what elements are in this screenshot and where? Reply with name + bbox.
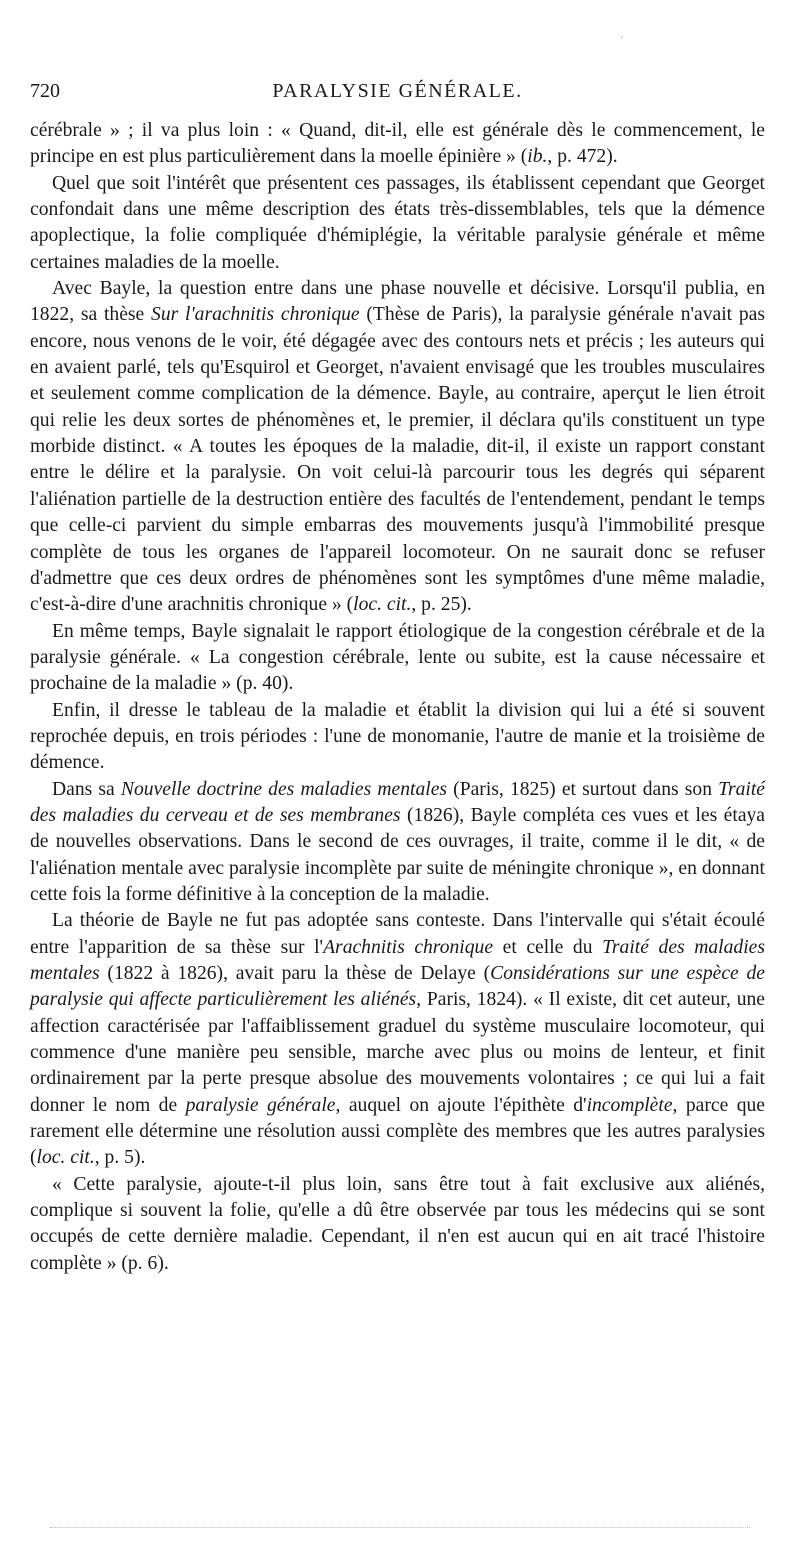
text-run: Enfin, il dresse le tableau de la maladie et établit la division qui lui a été si souvent reprochée depuis, en trois périodes : l'une de monomanie, l'autre de manie et la troisième de démence. (30, 699, 765, 774)
italic-text: loc. cit. (36, 1147, 95, 1169)
italic-text: paralysie générale (185, 1094, 336, 1116)
text-run: La théorie de Bayle ne fut pas adoptée sans conteste. Dans l'intervalle qui s'était écoulé entre l'apparition de sa thèse sur l' (30, 910, 765, 958)
paragraph-3 (30, 276, 765, 618)
paragraph-2 (30, 171, 765, 276)
text-run: , parce que rarement elle détermine une résolution aussi complète des membres que les autres paralysies ( (30, 1094, 765, 1169)
text-run: , p. 5). (94, 1147, 146, 1169)
page-header (30, 76, 765, 106)
paragraph-1 (30, 118, 765, 171)
italic-text: Traité des maladies du cerveau et de ses membranes (30, 778, 765, 826)
text-run: Dans sa (52, 778, 121, 800)
paragraph-5 (30, 698, 765, 777)
body-text (30, 118, 765, 1277)
paragraph-8 (30, 1172, 765, 1277)
text-run: , p. 25). (411, 594, 472, 616)
running-title: PARALYSIE GÉNÉRALE. (272, 80, 523, 102)
italic-text: incomplète (586, 1094, 673, 1116)
italic-text: Arachnitis chronique (323, 936, 494, 958)
paragraph-6 (30, 777, 765, 909)
italic-text: Nouvelle doctrine des maladies mentales (120, 778, 448, 800)
italic-text: ib. (527, 146, 548, 168)
text-run: , p. 472). (547, 146, 618, 168)
text-run: , auquel on ajoute l'épithète d' (335, 1094, 587, 1116)
text-run: cérébrale » ; il va plus loin : « Quand, dit-il, elle est générale dès le commencement, le principe en est plus particulièrement dans la moelle épinière » ( (30, 120, 765, 168)
text-run: (1826), Bayle compléta ces vues et les étaya de nouvelles observations. Dans le second de ces ouvrages, il traite, comme il le dit, « de l'aliénation mentale avec paralysie incomplète par suite de méningite chronique », en donnant cette fois la forme définitive à la conception de la maladie. (30, 804, 766, 905)
italic-text: loc. cit. (353, 594, 412, 616)
text-run: (1822 à 1826), avait paru la thèse de Delaye ( (99, 963, 491, 984)
page-number: 720 (30, 80, 60, 102)
text-run: « Cette paralysie, ajoute-t-il plus loin, sans être tout à fait exclusive aux aliénés, complique si souvent la folie, qu'elle a dû être observée par tous les médecins qui se sont occupés de cette dernière maladie. Cependant, il n'en est aucun qui en ait tracé l'histoire complète » (p. 6). (30, 1173, 765, 1274)
footer-rule (50, 1527, 750, 1528)
text-run: et celle du (493, 936, 603, 958)
text-run: Avec Bayle, la question entre dans une phase nouvelle et décisive. Lorsqu'il publia, en 1822, sa thèse (30, 278, 765, 326)
text-run: , Paris, 1824). « Il existe, dit cet auteur, une affection caractérisée par l'affaiblissement graduel du système musculaire locomoteur, qui commence d'une manière peu sensible, marche avec plus ou moins de lenteur, et finit ordinairement par la perte presque absolue des mouvements volontaires ; ce qui lui a fait donner le nom de (30, 989, 765, 1116)
text-run: (Thèse de Paris), la paralysie générale n'avait pas encore, nous venons de le voir, été dégagée avec des contours nets et précis ; les auteurs qui en avaient parlé, tels qu'Esquirol et Georget, n'avaient envisagé que les troubles musculaires et seulement comme complication de la démence. Bayle, au contraire, aperçut le lien étroit qui relie les deux sortes de phénomènes et, le premier, il déclara qu'ils constituent un type morbide distinct. « A toutes les époques de la maladie, dit-il, il existe un rapport constant entre le délire et la paralysie. On voit celui-là parcourir tous les degrés qui séparent l'aliénation partielle de la destruction entière des facultés de l'entendement, pendant le temps que celle-ci parvient du simple embarras des mouvements jusqu'à l'immobilité presque complète de tous les organes de l'appareil locomoteur. On ne saurait donc se refuser d'admettre que ces deux ordres de phénomènes sont les symptômes d'une même maladie, c'est-à-dire d'une arachnitis chronique » ( (30, 304, 765, 616)
italic-text: Considérations sur une espèce de paralysie qui affecte particulièrement les aliénés (30, 963, 766, 1011)
text-run: Quel que soit l'intérêt que présentent ces passages, ils établissent cependant que Georget confondait dans une même description des états très-dissemblables, tels que la démence apoplectique, la folie compliquée d'hémiplégie, la véritable paralysie générale et même certaines maladies de la moelle. (30, 172, 765, 273)
paragraph-4 (30, 619, 765, 698)
text-run: (Paris, 1825) et surtout dans son (447, 778, 719, 800)
document-page (30, 0, 765, 1565)
paragraph-7 (30, 908, 765, 1171)
text-run: En même temps, Bayle signalait le rapport étiologique de la congestion cérébrale et de la paralysie générale. « La congestion cérébrale, lente ou subite, est la cause nécessaire et prochaine de la maladie » (p. 40). (30, 620, 765, 695)
italic-text: Traité des maladies mentales (30, 936, 765, 984)
italic-text: Sur l'arachnitis chronique (151, 304, 360, 326)
scan-speck: · (620, 33, 624, 44)
